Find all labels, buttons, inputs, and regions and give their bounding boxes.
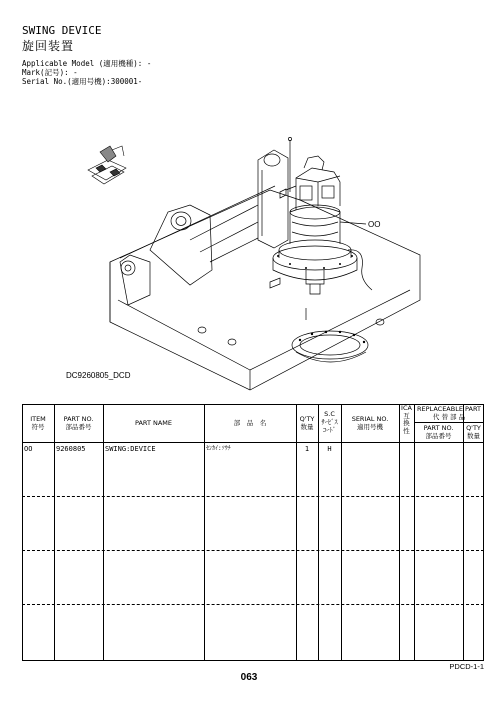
header-replaceable-part-jp: 代 替 部 品 bbox=[432, 413, 466, 421]
diagram-code: DC9260805_DCD bbox=[66, 371, 131, 380]
page-number: 063 bbox=[240, 672, 258, 683]
header-part-no: PART NO. 部品番号 bbox=[63, 415, 94, 431]
header-part-name: PART NAME bbox=[134, 419, 173, 427]
parts-table bbox=[22, 404, 484, 661]
page-code: PDCD-1-1 bbox=[449, 662, 484, 671]
cell-part-no: 9260805 bbox=[56, 445, 86, 453]
header-japanese-name: 部 品 名 bbox=[233, 419, 267, 427]
applicable-model: Applicable Model (適用機種): - bbox=[22, 59, 152, 68]
cell-item: OO bbox=[24, 445, 33, 453]
header-replaceable-qty: Q'TY 数量 bbox=[466, 424, 481, 440]
header-serial-no: SERIAL NO. 適用号機 bbox=[351, 415, 389, 431]
cell-japanese-name: ｾﾝｶｲ:ｿｳﾁ bbox=[206, 445, 231, 452]
serial-number: Serial No.(適用号機):300001- bbox=[22, 77, 143, 86]
cell-part-name: SWING:DEVICE bbox=[105, 445, 156, 453]
callout-label: OO bbox=[368, 220, 381, 229]
swing-device-illustration bbox=[0, 120, 498, 400]
page-title-japanese: 旋回装置 bbox=[22, 39, 75, 53]
page-title: SWING DEVICE bbox=[22, 24, 102, 37]
header-item: ITEM 符号 bbox=[30, 415, 46, 431]
header-qty: Q'TY 数量 bbox=[299, 415, 315, 431]
cell-service-code: H bbox=[327, 445, 332, 453]
header-interchangeability: ICA 互 換 性 bbox=[401, 404, 412, 435]
header-replaceable-part: REPLACEABLE PART bbox=[417, 405, 481, 413]
header-service-code: S.C ｻｰﾋﾞｽ ｺｰﾄﾞ bbox=[321, 410, 338, 434]
mark: Mark(記号): - bbox=[22, 68, 78, 77]
header-replaceable-part-no: PART NO. 部品番号 bbox=[423, 424, 454, 440]
cell-qty: 1 bbox=[304, 445, 310, 453]
machine-locator-icon bbox=[88, 146, 126, 184]
